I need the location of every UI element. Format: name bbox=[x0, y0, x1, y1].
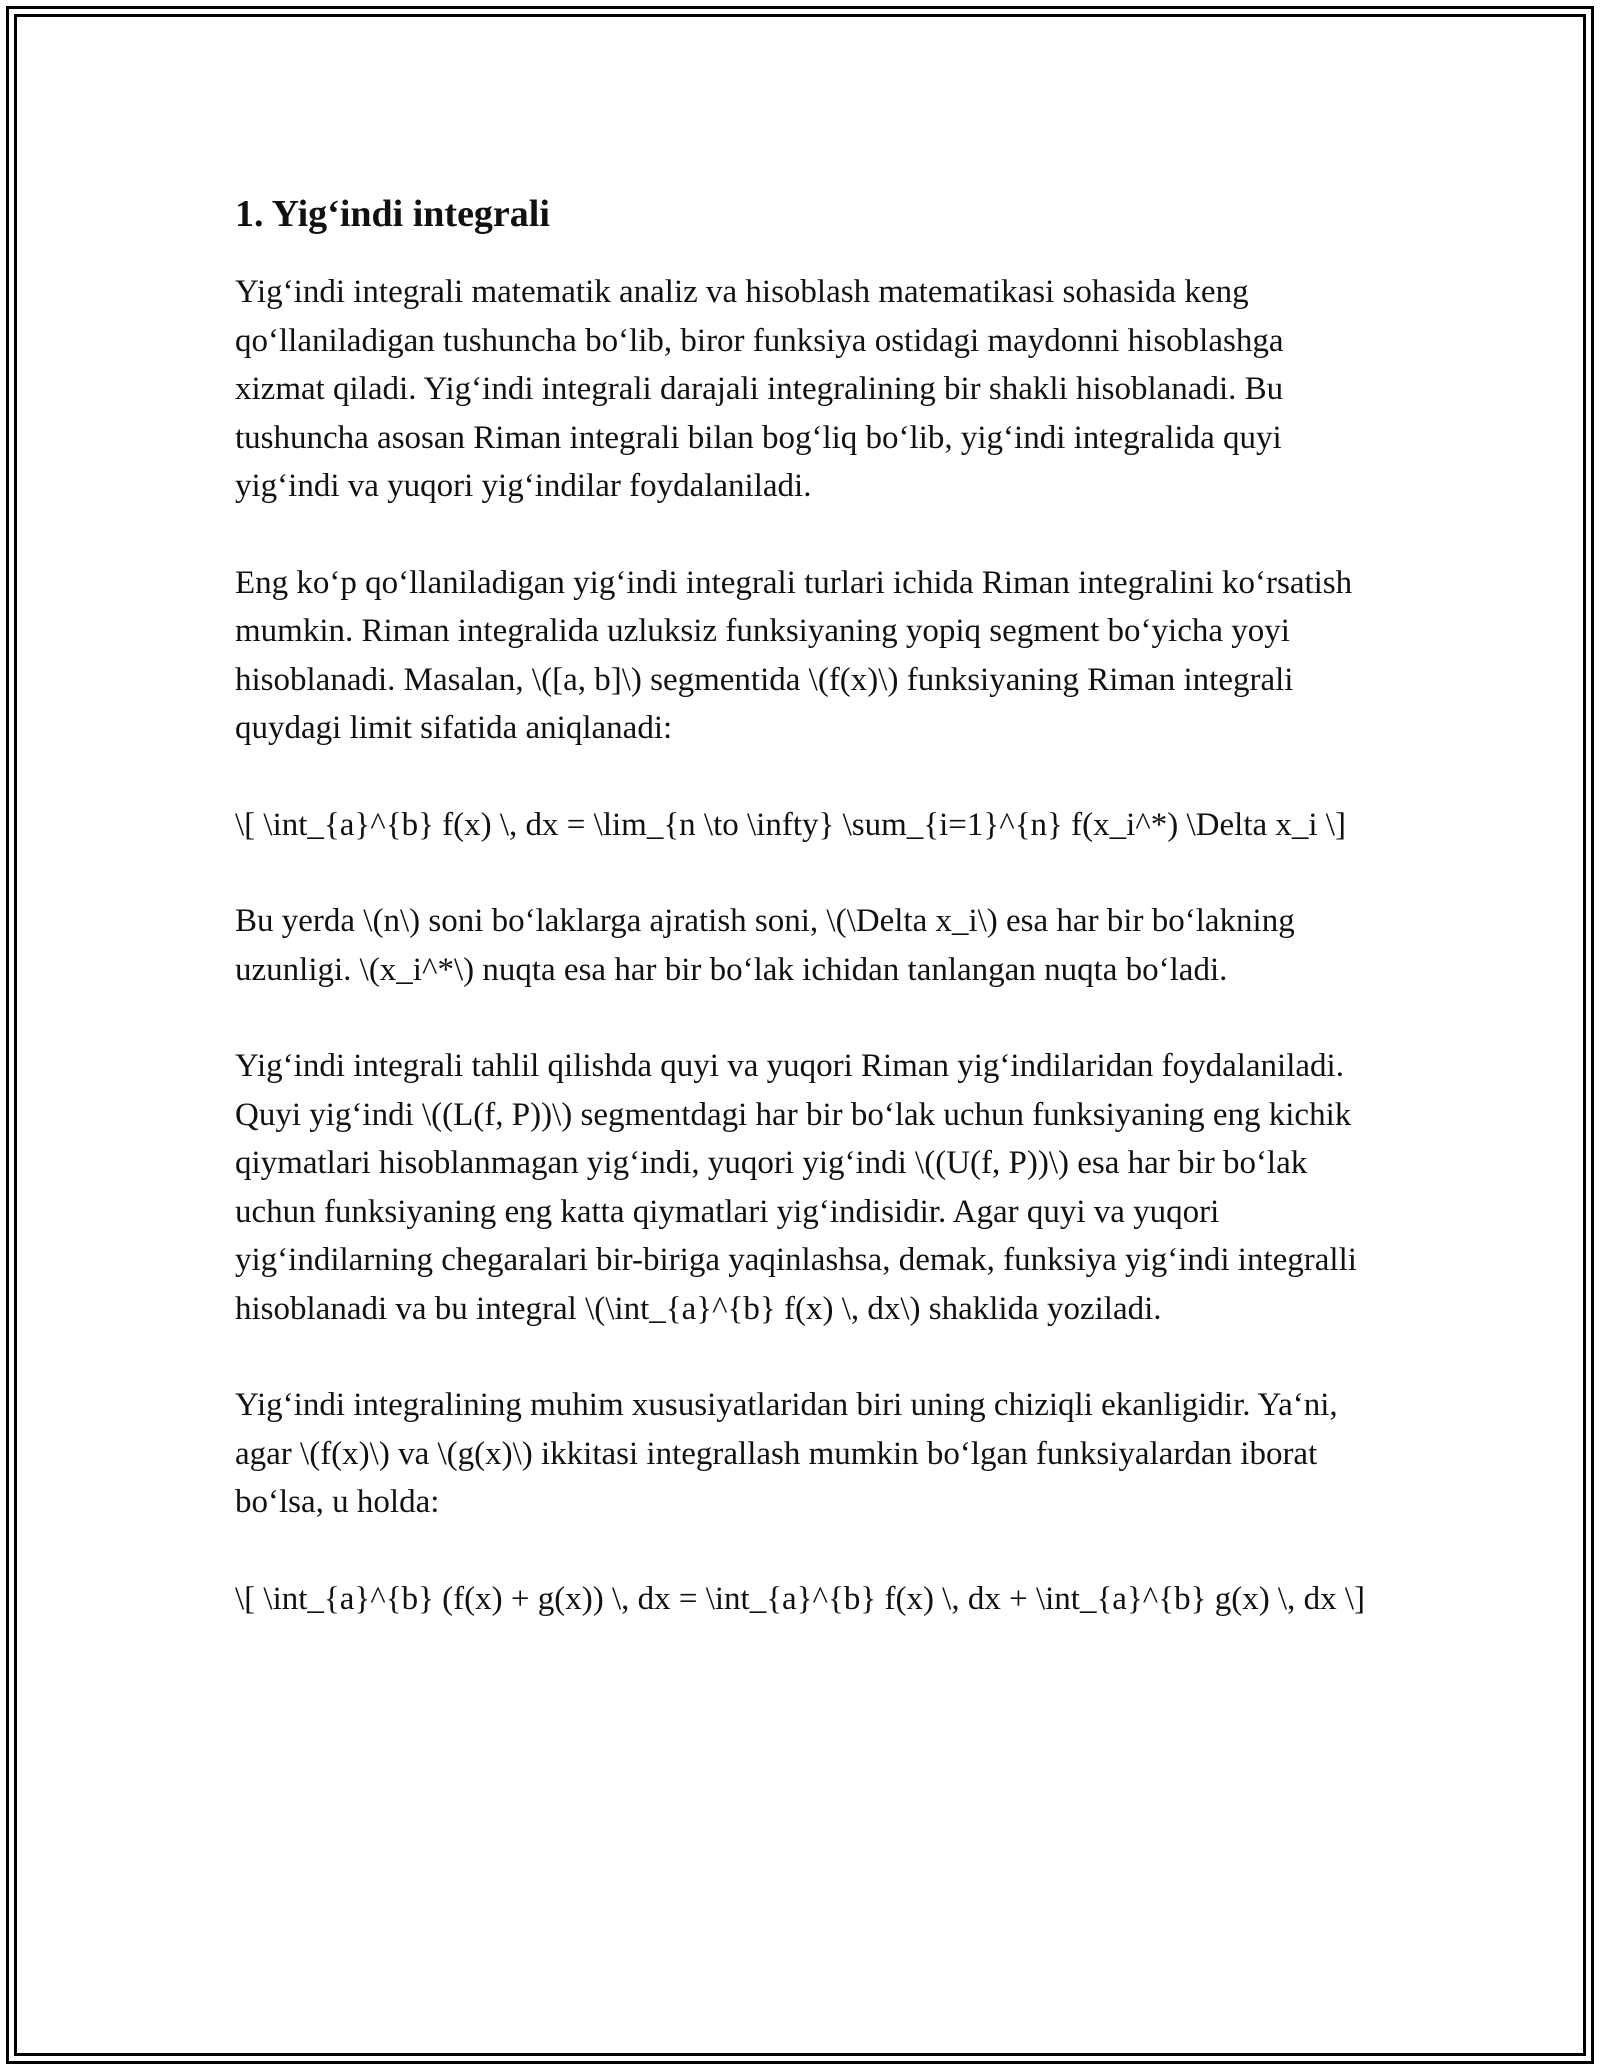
section-heading: 1. Yig‘indi integrali bbox=[235, 193, 550, 235]
paragraph-riman: Eng ko‘p qo‘llaniladigan yig‘indi integrali turlari ichida Riman integralini ko‘rsatish mumkin. Riman integralida uzluksiz funksiyaning yopiq segment bo‘yicha yoyi hisoblanadi. Masalan, \([a, b]\) segmentida \(f(x)\) funksiyaning Riman integrali quydagi limit sifatida aniqlanadi: bbox=[235, 564, 1353, 746]
document-body bbox=[235, 184, 1375, 1671]
paragraph-linearity: Yig‘indi integralining muhim xususiyatlaridan biri uning chiziqli ekanligidir. Ya‘ni, agar \(f(x)\) va \(g(x)\) ikkitasi integrallash mumkin bo‘lgan funksiyalardan iborat bo‘lsa, u holda: bbox=[235, 1387, 1338, 1520]
paragraph-lower-upper-sums: Yig‘indi integrali tahlil qilishda quyi va yuqori Riman yig‘indilaridan foydalaniladi. Quyi yig‘indi \((L(f, P))\) segmentdagi har bir bo‘lak uchun funksiyaning eng kichik qiymatlari hisoblanmagan yig‘indi, yuqori yig‘indi \((U(f, P))\) esa har bir bo‘lak uchun funksiyaning eng katta qiymatlari yig‘indisidir. Agar quyi va yuqori yig‘indilarning chegaralari bir-biriga yaqinlashsa, demak, funksiya yig‘indi integralli hisoblanadi va bu integral \(\int_{a}^{b} f(x) \, dx\) shaklida yoziladi. bbox=[235, 1048, 1357, 1327]
formula-linearity: \[ \int_{a}^{b} (f(x) + g(x)) \, dx = \int_{a}^{b} f(x) \, dx + \int_{a}^{b} g(x) \, dx \] bbox=[235, 1580, 1366, 1617]
paragraph-intro: Yig‘indi integrali matematik analiz va hisoblash matematikasi sohasida keng qo‘llaniladigan tushuncha bo‘lib, biror funksiya ostidagi maydonni hisoblashga xizmat qiladi. Yig‘indi integrali darajali integralining bir shakli hisoblanadi. Bu tushuncha asosan Riman integrali bilan bog‘liq bo‘lib, yig‘indi integralida quyi yig‘indi va yuqori yig‘indilar foydalaniladi. bbox=[235, 274, 1284, 504]
paragraph-notation: Bu yerda \(n\) soni bo‘laklarga ajratish soni, \(\Delta x_i\) esa har bir bo‘lakning uzunligi. \(x_i^*\) nuqta esa har bir bo‘lak ichidan tanlangan nuqta bo‘ladi. bbox=[235, 903, 1295, 988]
formula-riman-limit: \[ \int_{a}^{b} f(x) \, dx = \lim_{n \to \infty} \sum_{i=1}^{n} f(x_i^*) \Delta x_i \] bbox=[235, 806, 1346, 843]
